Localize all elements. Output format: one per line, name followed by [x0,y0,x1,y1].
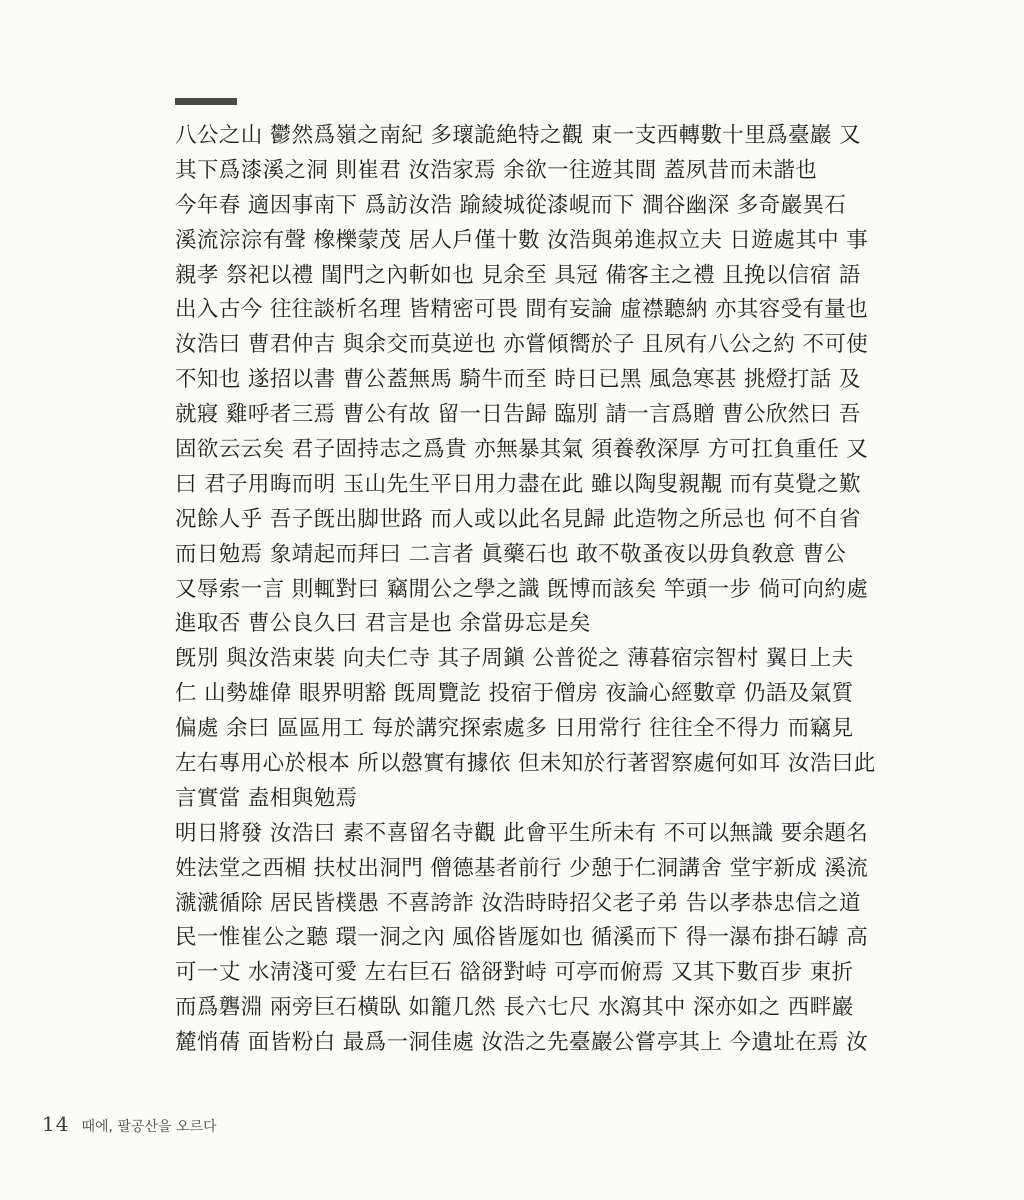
text-line: 仁 山勢雄偉 眼界明豁 旣周覽訖 投宿于僧房 夜論心經數章 仍語及氣質 [175,681,854,707]
text-line: 况餘人乎 吾子旣出脚世路 而人或以此名見歸 此造物之所忌也 何不自省 [175,506,861,532]
text-line: 旣別 與汝浩束裝 向夫仁寺 其子周鎭 公普從之 薄暮宿宗智村 翼日上夫 [175,646,854,672]
text-line: 麓悄蒨 面皆粉白 最爲一洞佳處 汝浩之先臺巖公嘗亭其上 今遺址在焉 汝 [175,1030,869,1056]
text-line: 不知也 遂招以書 曹公蓋無馬 騎牛而至 時日已黑 風急寒甚 挑燈打話 及 [175,367,861,393]
text-line: 出入古今 往往談析名理 皆精密可畏 間有妄論 虛襟聽納 亦其容受有量也 [175,297,869,323]
text-line: 言實當 盍相與勉焉 [175,785,358,811]
text-line: 民一惟崔公之聽 環一洞之內 風俗皆厖如也 循溪而下 得一瀑布掛石罅 高 [175,925,869,951]
text-line: 曰 君子用晦而明 玉山先生平日用力盡在此 雖以陶叟親覯 而有莫覺之歎 [175,471,861,497]
text-line: 進取否 曹公良久曰 君言是也 余當毋忘是矣 [175,611,591,637]
running-title: 때에, 팔공산을 오르다 [81,1119,217,1135]
text-line: 溪流淙淙有聲 橡櫟蒙茂 居人戶僅十數 汝浩與弟進叔立夫 日遊處其中 事 [175,227,869,253]
text-line: 又辱索一言 則輒對曰 竊閒公之學之識 旣博而該矣 竿頭一步 倘可向約處 [175,576,869,602]
text-line: 左右專用心於根本 所以慤實有據依 但未知於行著習察處何如耳 汝浩曰此 [175,751,876,777]
page-number: 14 [42,1112,70,1136]
text-line: 今年春 適因事南下 爲訪汝浩 踰綾城從漆峴而下 澗谷幽深 多奇巖異石 [175,192,847,218]
text-line: 偏處 余曰 區區用工 每於講究探索處多 日用常行 往往全不得力 而竊見 [175,716,854,742]
text-line: 明日將發 汝浩曰 素不喜留名寺觀 此會平生所未有 不可以無識 要余題名 [175,820,869,846]
page-footer [42,1112,217,1136]
text-line: 可一丈 水淸淺可愛 左右巨石 谽谺對峙 可亭而俯焉 又其下數百步 東折 [175,960,854,986]
text-line: 其下爲漆溪之洞 則崔君 汝浩家焉 余欲一往遊其間 蓋夙昔而未諧也 [175,157,818,183]
body-text [175,119,876,1061]
text-line: 汝浩曰 曹君仲吉 與余交而莫逆也 亦嘗傾嚮於子 且夙有八公之約 不可使 [175,332,869,358]
text-line: 㶁㶁循除 居民皆樸愚 不喜誇詐 汝浩時時招父老子弟 告以孝恭忠信之道 [175,890,861,916]
text-line: 而爲礱淵 兩旁巨石橫臥 如籠几然 長六七尺 水瀉其中 深亦如之 西畔巖 [175,995,854,1021]
text-line: 而日勉焉 象靖起而拜曰 二言者 眞藥石也 敢不敬蚤夜以毋負敎意 曹公 [175,541,847,567]
text-line: 八公之山 鬱然爲嶺之南紀 多瓌詭絶特之觀 東一支西轉數十里爲臺巖 又 [175,123,861,148]
text-line: 親孝 祭祀以禮 閨門之內斬如也 見余至 具冠 備客主之禮 且挽以信宿 語 [175,262,861,288]
text-line: 就寢 雞呼者三焉 曹公有故 留一日告歸 臨別 請一言爲贈 曹公欣然曰 吾 [175,402,861,428]
text-line: 固欲云云矣 君子固持志之爲貴 亦無暴其氣 須養敎深厚 方可扛負重任 又 [175,437,869,463]
header-rule [175,98,237,105]
text-line: 姓法堂之西楣 扶杖出洞門 僧德基者前行 少憩于仁洞講舍 堂宇新成 溪流 [175,855,869,881]
